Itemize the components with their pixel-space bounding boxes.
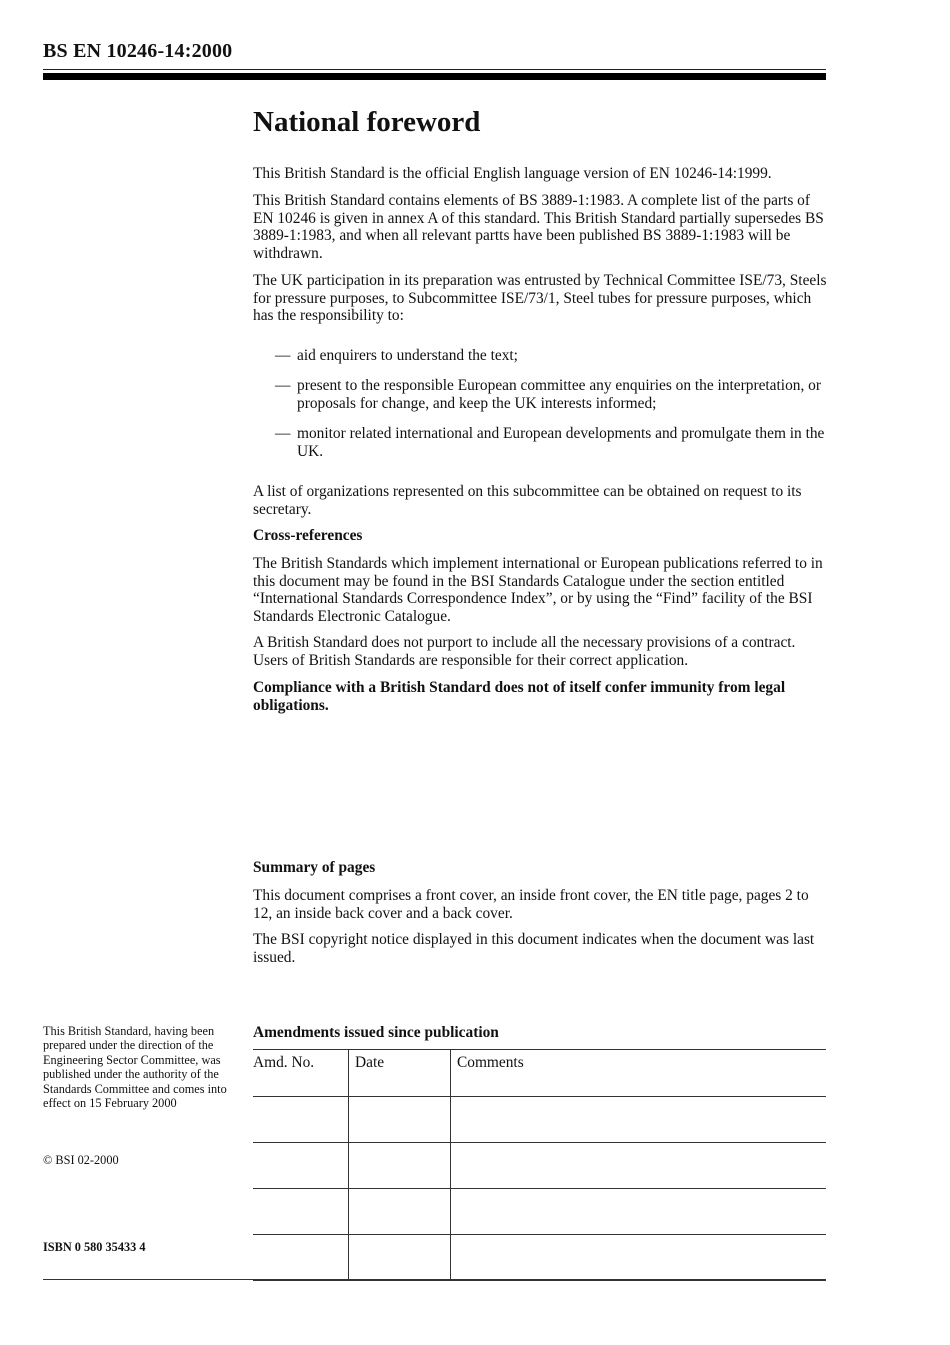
cell-amd-no [253, 1143, 349, 1189]
summary-heading: Summary of pages [253, 859, 376, 876]
paragraph-participation: The UK participation in its preparation was entrusted by Technical Committee ISE/73, Steels for pressure purposes, to Subcommittee ISE/73/1, Steel tubes for pressure purposes, which has the responsibility to: [253, 272, 827, 325]
paragraph-organizations: A list of organizations represented on this subcommittee can be obtained on request to its secretary. [253, 483, 802, 518]
cell-date [349, 1097, 451, 1143]
list-item [275, 377, 827, 412]
paragraph-supersedes: This British Standard contains elements of BS 3889-1:1983. A complete list of the parts of EN 10246 is given in annex A of this standard. This British Standard partially supersedes BS 3889-1:1983, and when all relevant partts have been published BS 3889-1:1983 will be withdrawn. [253, 192, 824, 262]
footer-rule [43, 1279, 826, 1280]
list-item-text: aid enquirers to understand the text; [297, 347, 518, 364]
copyright-line: © BSI 02-2000 [43, 1153, 119, 1167]
document-id: BS EN 10246-14:2000 [43, 40, 233, 62]
table-row [253, 1097, 826, 1143]
list-dash: — [275, 377, 291, 394]
list-dash: — [275, 425, 291, 442]
cell-comments [451, 1189, 827, 1235]
table-row [253, 1143, 826, 1189]
paragraph-crossref: The British Standards which implement international or European publications referred to in this document may be found in the BSI Standards Catalogue under the section entitled “International Standards Correspondence Index”, or by using the “Find” facility of the BSI Standards Electronic Catalogue. [253, 555, 823, 625]
header-rule-thin [43, 69, 826, 70]
crossref-heading: Cross-references [253, 527, 363, 544]
amendments-table [253, 1049, 826, 1281]
cell-amd-no [253, 1097, 349, 1143]
compliance-statement: Compliance with a British Standard does not of itself confer immunity from legal obligations. [253, 679, 786, 714]
cell-comments [451, 1143, 827, 1189]
column-header-amd-no: Amd. No. [253, 1050, 349, 1097]
list-item-text: present to the responsible European committee any enquiries on the interpretation, or proposals for change, and keep the UK interests informed; [297, 377, 821, 412]
cell-date [349, 1189, 451, 1235]
cell-comments [451, 1097, 827, 1143]
paragraph-official-version: This British Standard is the official English language version of EN 10246-14:1999. [253, 165, 772, 182]
amendments-heading: Amendments issued since publication [253, 1024, 499, 1041]
cell-comments [451, 1235, 827, 1281]
cell-amd-no [253, 1235, 349, 1281]
cell-amd-no [253, 1189, 349, 1235]
paragraph-provisions: A British Standard does not purport to include all the necessary provisions of a contract. Users of British Standards are responsible for their correct application. [253, 634, 796, 669]
list-dash: — [275, 347, 291, 364]
list-item [275, 347, 827, 365]
isbn: ISBN 0 580 35433 4 [43, 1240, 146, 1254]
column-header-comments: Comments [451, 1050, 827, 1097]
list-item [275, 425, 827, 460]
table-row [253, 1189, 826, 1235]
list-item-text: monitor related international and European developments and promulgate them in the UK. [297, 425, 825, 460]
paragraph-summary: This document comprises a front cover, an inside front cover, the EN title page, pages 2 to 12, an inside back cover and a back cover. [253, 887, 809, 922]
column-header-date: Date [349, 1050, 451, 1097]
cell-date [349, 1143, 451, 1189]
cell-date [349, 1235, 451, 1281]
page-title: National foreword [253, 106, 481, 138]
paragraph-copyright-notice: The BSI copyright notice displayed in this document indicates when the document was last issued. [253, 931, 815, 966]
table-row [253, 1235, 826, 1281]
publication-note: This British Standard, having been prepared under the direction of the Engineering Sector Committee, was published under the authority of the Standards Committee and comes into effect on 15 February 2000 [43, 1024, 227, 1111]
table-header-row [253, 1050, 826, 1097]
header-rule-thick [43, 73, 826, 80]
